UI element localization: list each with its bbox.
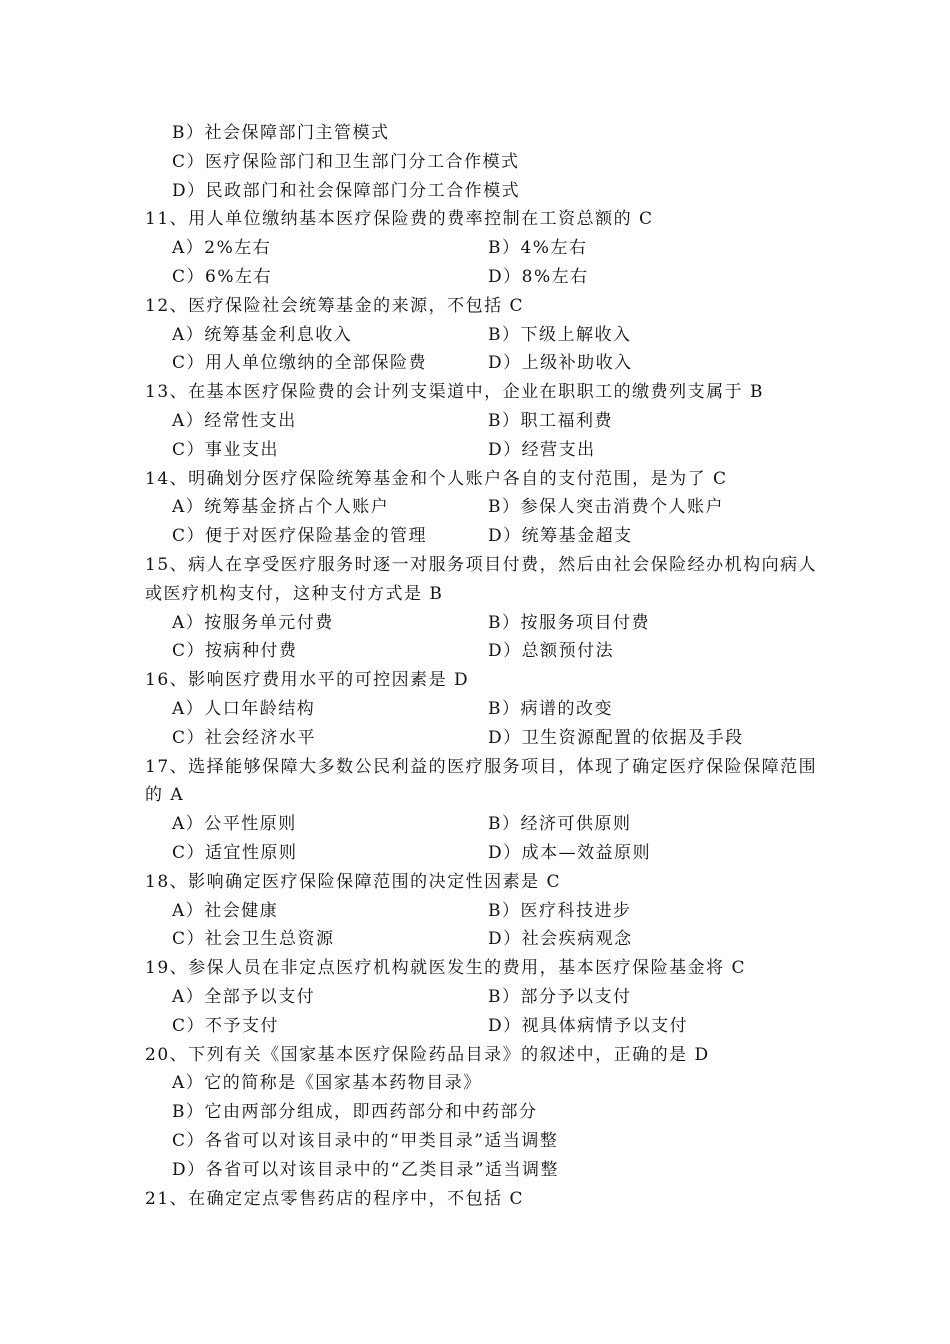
question-text: 16、影响医疗费用水平的可控因素是 D	[145, 670, 470, 690]
answer-option: B）病谱的改变	[488, 699, 613, 719]
answer-option: B）部分予以支付	[488, 987, 632, 1007]
answer-option: B）经济可供原则	[488, 814, 632, 834]
answer-option: C）社会经济水平	[172, 728, 317, 748]
answer-option: A）统筹基金利息收入	[172, 325, 353, 345]
answer-option: D）总额预付法	[488, 641, 615, 661]
answer-option: A）它的简称是《国家基本药物目录》	[172, 1073, 482, 1093]
answer-option: A）公平性原则	[172, 814, 297, 834]
answer-option: D）上级补助收入	[488, 353, 633, 373]
question-text: 20、下列有关《国家基本医疗保险药品目录》的叙述中，正确的是 D	[145, 1045, 710, 1065]
answer-option: D）经营支出	[488, 440, 596, 460]
answer-option: B）职工福利费	[488, 411, 613, 431]
question-text: 11、用人单位缴纳基本医疗保险费的费率控制在工资总额的 C	[145, 209, 654, 229]
answer-option: D）视具体病情予以支付	[488, 1016, 689, 1036]
answer-option: A）按服务单元付费	[172, 613, 334, 633]
answer-option: B）医疗科技进步	[488, 901, 632, 921]
answer-option: D）卫生资源配置的依据及手段	[488, 728, 744, 748]
question-text: 13、在基本医疗保险费的会计列支渠道中，企业在职职工的缴费列支属于 B	[145, 382, 765, 402]
answer-option: C）用人单位缴纳的全部保险费	[172, 353, 428, 373]
answer-option: B）参保人突击消费个人账户	[488, 497, 724, 517]
answer-option: B）按服务项目付费	[488, 613, 650, 633]
answer-option: C）便于对医疗保险基金的管理	[172, 526, 428, 546]
question-text: 14、明确划分医疗保险统筹基金和个人账户各自的支付范围，是为了 C	[145, 469, 728, 489]
question-text: 15、病人在享受医疗服务时逐一对服务项目付费，然后由社会保险经办机构向病人	[145, 555, 818, 575]
answer-option: B）它由两部分组成，即西药部分和中药部分	[172, 1102, 538, 1122]
question-text: 21、在确定定点零售药店的程序中，不包括 C	[145, 1189, 525, 1209]
answer-option: D）社会疾病观念	[488, 929, 633, 949]
answer-option: A）人口年龄结构	[172, 699, 316, 719]
answer-option: B）社会保障部门主管模式	[172, 123, 390, 143]
answer-option: C）医疗保险部门和卫生部门分工合作模式	[172, 152, 520, 172]
answer-option: C）各省可以对该目录中的“甲类目录”适当调整	[172, 1131, 559, 1151]
answer-option: C）适宜性原则	[172, 843, 298, 863]
question-text: 的 A	[145, 785, 185, 805]
answer-option: D）统筹基金超支	[488, 526, 633, 546]
question-text: 17、选择能够保障大多数公民利益的医疗服务项目，体现了确定医疗保险保障范围	[145, 757, 818, 777]
answer-option: A）2%左右	[172, 238, 272, 258]
answer-option: C）社会卫生总资源	[172, 929, 335, 949]
question-text: 19、参保人员在非定点医疗机构就医发生的费用，基本医疗保险基金将 C	[145, 958, 747, 978]
answer-option: A）全部予以支付	[172, 987, 316, 1007]
answer-option: C）6%左右	[172, 267, 272, 287]
answer-option: A）统筹基金挤占个人账户	[172, 497, 390, 517]
question-text: 或医疗机构支付，这种支付方式是 B	[145, 584, 444, 604]
answer-option: C）不予支付	[172, 1016, 280, 1036]
question-text: 12、医疗保险社会统筹基金的来源，不包括 C	[145, 296, 525, 316]
answer-option: C）按病种付费	[172, 641, 298, 661]
answer-option: D）各省可以对该目录中的“乙类目录”适当调整	[172, 1160, 560, 1180]
answer-option: D）8%左右	[488, 267, 589, 287]
answer-option: C）事业支出	[172, 440, 280, 460]
answer-option: B）下级上解收入	[488, 325, 632, 345]
answer-option: D）民政部门和社会保障部门分工合作模式	[172, 181, 521, 201]
answer-option: A）社会健康	[172, 901, 279, 921]
answer-option: D）成本—效益原则	[488, 843, 652, 863]
question-text: 18、影响确定医疗保险保障范围的决定性因素是 C	[145, 872, 562, 892]
answer-option: B）4%左右	[488, 238, 588, 258]
answer-option: A）经常性支出	[172, 411, 297, 431]
